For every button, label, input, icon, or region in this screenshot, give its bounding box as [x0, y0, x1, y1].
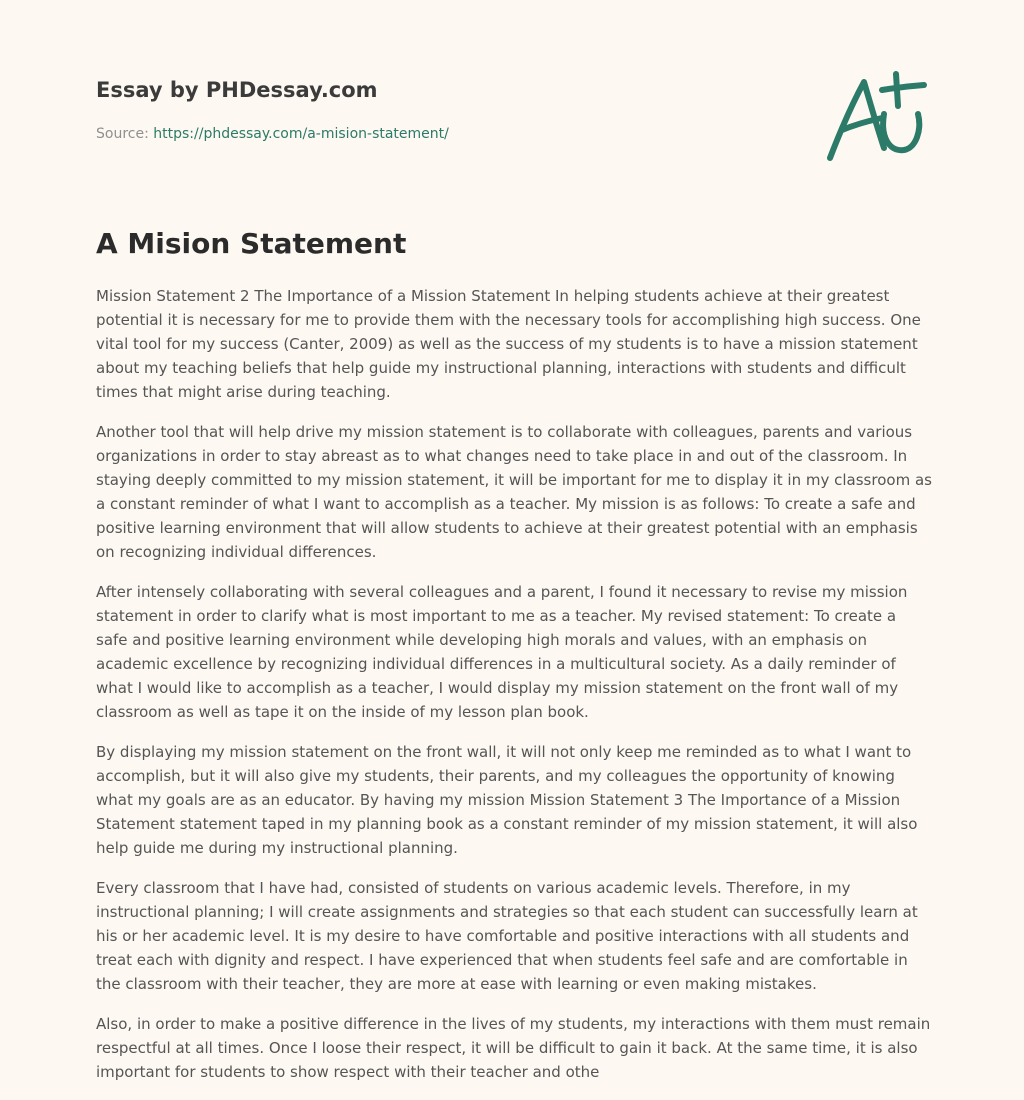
- article-title: A Mision Statement: [96, 227, 407, 260]
- article-paragraph: Mission Statement 2 The Importance of a Mission Statement In helping students achieve at their greatest potential it is necessary for me to provide them with the necessary tools for accomplishing high success. One vital tool for my success (Canter, 2009) as well as the success of my students is to have a mission statement about my teaching beliefs that help guide my instructional planning, interactions with students and difficult times that might arise during teaching.: [96, 287, 921, 401]
- source-label: Source:: [96, 126, 154, 142]
- article-paragraph: After intensely collaborating with several colleagues and a parent, I found it necessary to revise my mission statement in order to clarify what is most important to me as a teacher. My revised statement: To create a safe and positive learning environment while developing high morals and values, with an emphasis on academic excellence by recognizing individual differences in a multicultural society. As a daily reminder of what I would like to accomplish as a teacher, I would display my mission statement on the front wall of my classroom as well as tape it on the inside of my lesson plan book.: [96, 583, 908, 721]
- article-paragraph: By displaying my mission statement on the front wall, it will not only keep me reminded as to what I want to accomplish, but it will also give my students, their parents, and my colleagues the opportunity of knowing what my goals are as an educator. By having my mission Mission Statement 3 The Importance of a Mission Statement statement taped in my planning book as a constant reminder of my mission statement, it will also help guide me during my instructional planning.: [96, 743, 918, 857]
- article-paragraph: Also, in order to make a positive difference in the lives of my students, my interactions with them must remain respectful at all times. Once I loose their respect, it will be difficult to gain it back. At the same time, it is also important for students to show respect with their teacher and othe: [96, 1015, 931, 1081]
- article-body: [96, 284, 932, 1100]
- source-line: [96, 124, 449, 144]
- page-header: [96, 76, 926, 142]
- article-paragraph: Every classroom that I have had, consisted of students on various academic levels. Therefore, in my instructional planning; I will create assignments and strategies so that each student can successfully learn at his or her academic level. It is my desire to have comfortable and positive interactions with all students and treat each with dignity and respect. I have experienced that when students feel safe and are comfortable in the classroom with their teacher, they are more at ease with learning or even making mistakes.: [96, 879, 918, 993]
- a-plus-grade-icon: [824, 68, 928, 164]
- article-paragraph: Another tool that will help drive my mission statement is to collaborate with colleagues, parents and various organizations in order to stay abreast as to what changes need to take place in and out of the classroom. In staying deeply committed to my mission statement, it will be important for me to display it in my classroom as a constant reminder of what I want to accomplish as a teacher. My mission is as follows: To create a safe and positive learning environment that will allow students to achieve at their greatest potential with an emphasis on recognizing individual differences.: [96, 423, 932, 561]
- site-title: Essay by PHDessay.com: [96, 78, 378, 102]
- source-link[interactable]: https://phdessay.com/a-mision-statement/: [153, 126, 449, 142]
